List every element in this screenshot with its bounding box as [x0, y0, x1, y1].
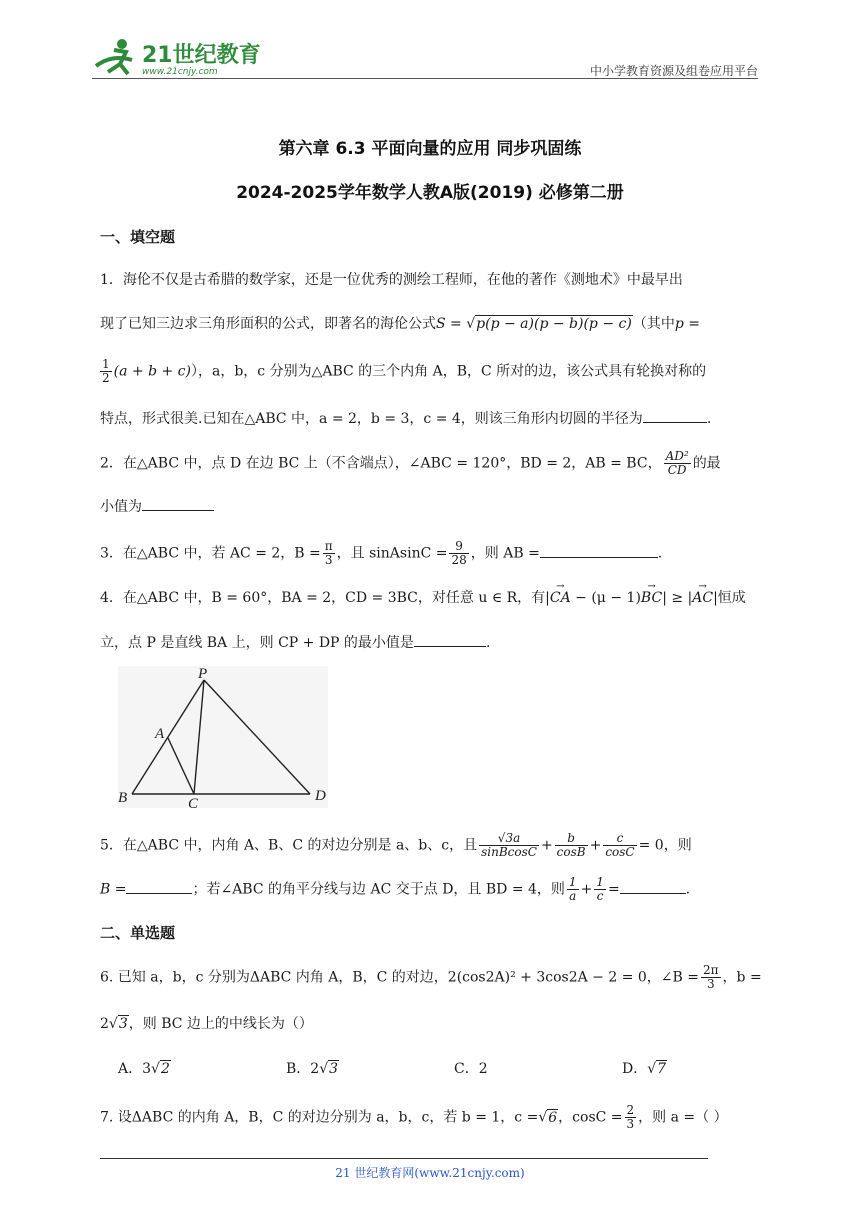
label-D: D — [315, 788, 326, 804]
label-A: A — [155, 726, 165, 742]
q6-line1: 6. 已知 a，b，c 分别为ΔABC 内角 A，B，C 的对边，2(cos2A)² + 3cos2A − 2 = 0，∠B = $\frac{2\pi}{3}$ ，b = — [100, 963, 762, 991]
q1-line2: 现了已知三边求三角形面积的公式，即著名的海伦公式S = √p(p − a)(p − b)(p − c)（其中p = — [100, 316, 700, 332]
label-C: C — [188, 796, 199, 808]
q4-line1: 4．在△ABC 中，B = 60°，BA = 2，CD = 3BC，对任意 u ∈ R，有|→ CA − (μ − 1)→ BC| ≥ |→ AC|恒成 — [100, 588, 746, 608]
page-header — [92, 36, 758, 80]
option-c[interactable]: C．2 — [454, 1061, 488, 1077]
q1-line4: 特点，形式很美.已知在△ABC 中，a = 2，b = 3，c = 4，则该三角形内切圆的半径为 . — [100, 408, 711, 429]
q7-line: 7. 设ΔABC 的内角 A，B，C 的对边分别为 a，b，c，若 b = 1，c =√6，cosC = $\frac{2}{3}$ ，则 a =（ ） — [100, 1103, 728, 1131]
footer-divider — [100, 1158, 708, 1159]
q5-line1: 5．在△ABC 中，内角 A、B、C 的对边分别是 a、b、c，且 $\frac{√3a}{\text{sinBcosC}}$ + $\frac{b}{\cos B}$ + $\frac{c}{\cos C}$ = 0，则 — [100, 831, 692, 859]
page-title: 第六章 6.3 平面向量的应用 同步巩固练 — [278, 139, 582, 159]
section-heading-fill: 一、填空题 — [100, 228, 176, 246]
triangle-figure — [118, 666, 328, 808]
option-a[interactable]: A．3√2 — [118, 1061, 170, 1077]
answer-blank — [414, 632, 486, 647]
q3-line: 3．在△ABC 中，若 AC = 2，B = $\frac{\pi}{3}$ ，且 sinAsinC = $\frac{9}{28}$ ，则 AB = . — [100, 539, 663, 567]
section-heading-single: 二、单选题 — [100, 924, 176, 942]
answer-blank — [643, 408, 707, 423]
answer-blank — [540, 543, 658, 558]
q4-line2: 立，点 P 是直线 BA 上，则 CP + DP 的最小值是 . — [100, 632, 490, 653]
option-d[interactable]: D．√7 — [622, 1061, 667, 1077]
label-B: B — [118, 790, 128, 806]
logo-icon — [92, 36, 262, 80]
q6-line2: 2√3，则 BC 边上的中线长为（） — [100, 1016, 313, 1032]
q2-line1: 2．在△ABC 中，点 D 在边 BC 上（不含端点），∠ABC = 120°，BD = 2，AB = BC， $\frac{\text{AD²}}{CD}$ 的最 — [100, 449, 721, 477]
footer-text[interactable]: 21 世纪教育网(www.21cnjy.com) — [335, 1166, 525, 1180]
header-divider — [92, 78, 758, 79]
answer-blank — [142, 496, 214, 511]
q5-line2: B = ；若∠ABC 的角平分线与边 AC 交于点 D，且 BD = 4，则 $\frac{1}{a}$ + $\frac{1}{c}$ = . — [100, 875, 691, 903]
q2-line2: 小值为 — [100, 496, 214, 517]
label-P: P — [198, 666, 208, 682]
page-subtitle: 2024-2025学年数学人教A版(2019) 必修第二册 — [236, 183, 624, 203]
q1-line3: $\frac{1}{2}$ (a + b + c)），a，b，c 分别为△ABC 的三个内角 A，B，C 所对的边，该公式具有轮换对称的 — [102, 357, 707, 385]
answer-blank — [126, 879, 192, 894]
svg-text:21世纪教育: 21世纪教育 — [142, 43, 261, 68]
svg-text:www.21cnjy.com: www.21cnjy.com — [142, 67, 218, 77]
answer-blank — [620, 879, 686, 894]
header-platform-text: 中小学教育资源及组卷应用平台 — [589, 64, 758, 78]
option-b[interactable]: B．2√3 — [286, 1061, 339, 1077]
q1-line1: 1．海伦不仅是古希腊的数学家，还是一位优秀的测绘工程师，在他的著作《测地术》中最早出 — [100, 272, 683, 288]
